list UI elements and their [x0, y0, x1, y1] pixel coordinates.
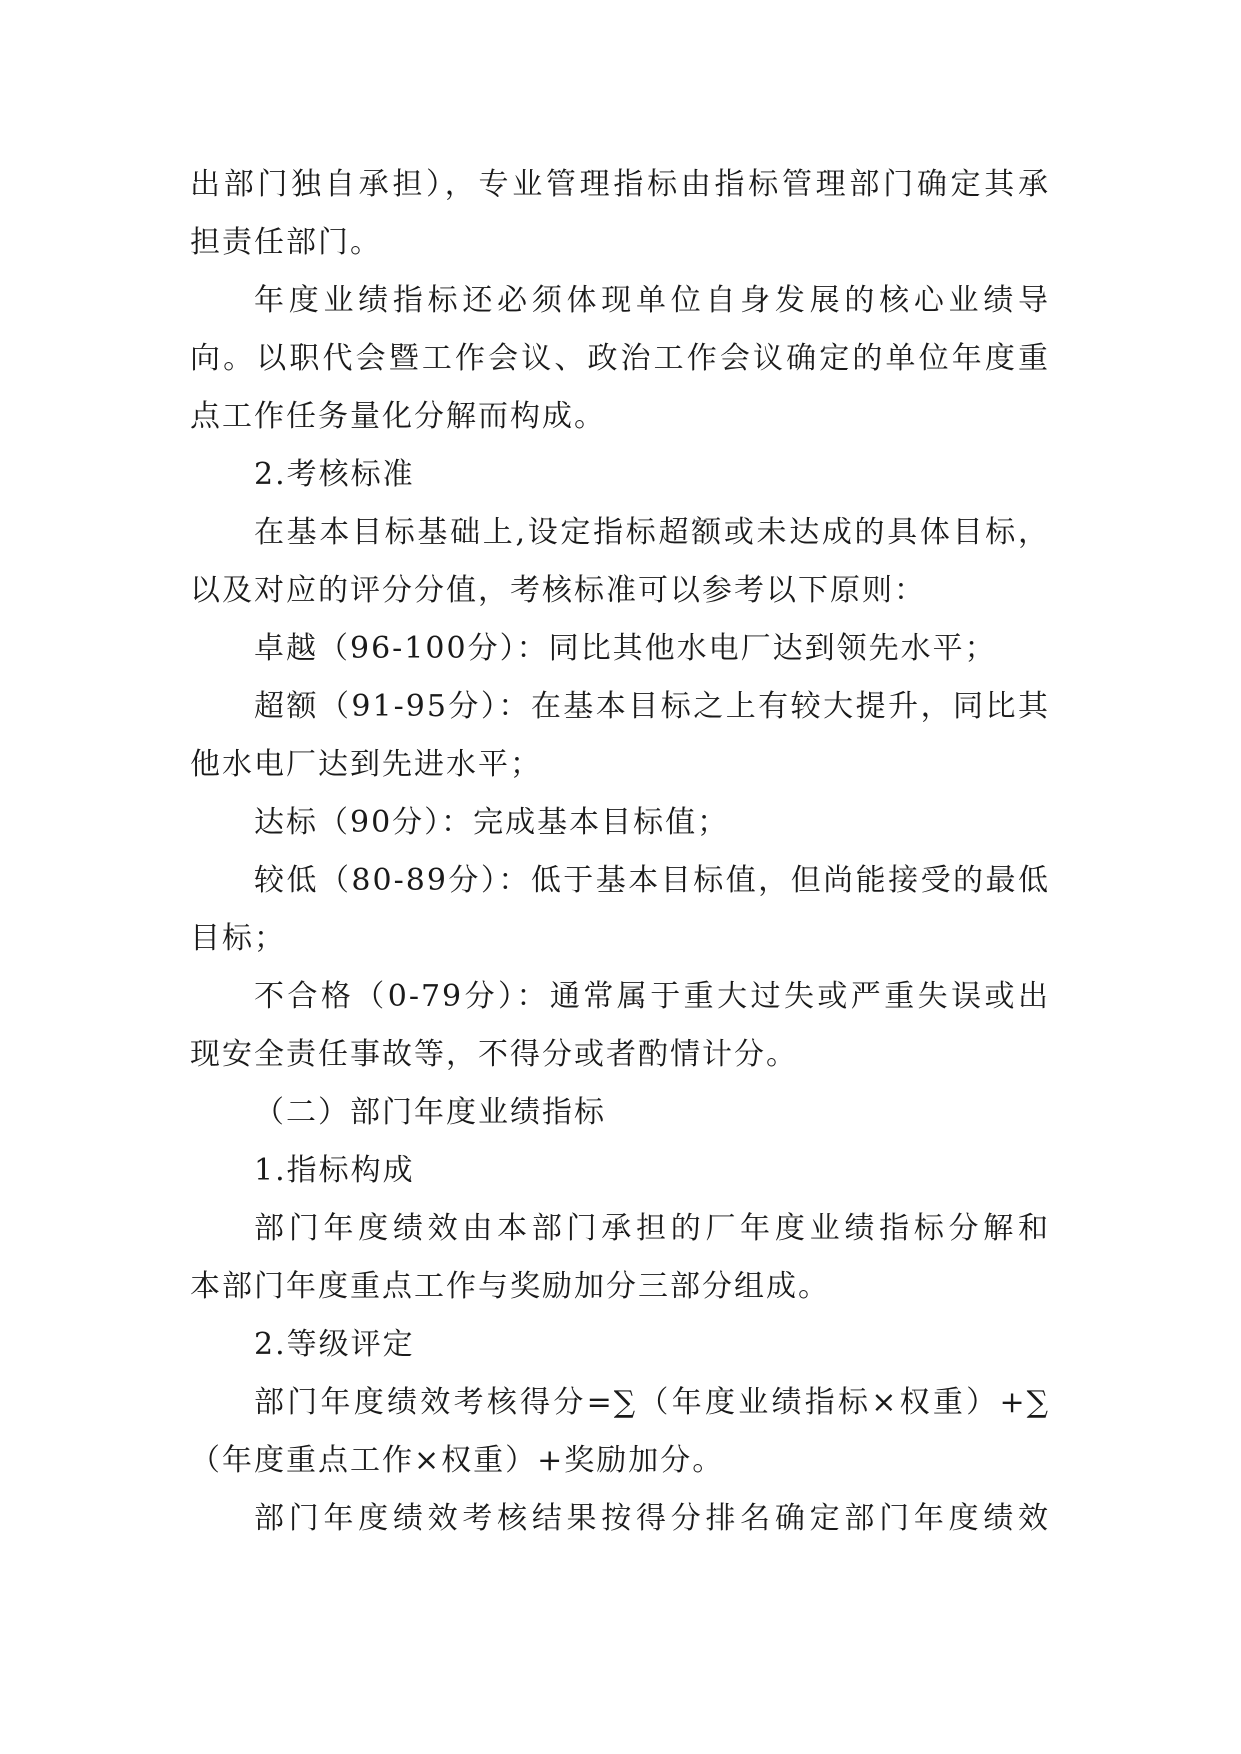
- section-heading: 2.考核标准: [254, 457, 415, 492]
- paragraph-line: 向。以职代会暨工作会议、政治工作会议确定的单位年度重: [190, 341, 1050, 376]
- document-body: [190, 156, 1050, 1548]
- paragraph-line: 部门年度绩效由本部门承担的厂年度业绩指标分解和: [254, 1211, 1050, 1246]
- paragraph-line: 在基本目标基础上,设定指标超额或未达成的具体目标，: [254, 515, 1050, 550]
- paragraph-line: 年度业绩指标还必须体现单位自身发展的核心业绩导: [254, 283, 1050, 318]
- criteria-item: 超额（91-95分）：在基本目标之上有较大提升，同比其: [254, 689, 1050, 724]
- paragraph-line: 以及对应的评分分值，考核标准可以参考以下原则：: [190, 573, 926, 608]
- paragraph-line: 本部门年度重点工作与奖励加分三部分组成。: [190, 1269, 830, 1304]
- section-heading: 1.指标构成: [254, 1153, 415, 1188]
- formula-line: 部门年度绩效考核得分=∑（年度业绩指标×权重）+∑: [254, 1385, 1050, 1420]
- paragraph-line: 出部门独自承担），专业管理指标由指标管理部门确定其承: [190, 167, 1050, 202]
- criteria-item: 较低（80-89分）：低于基本目标值，但尚能接受的最低: [254, 863, 1050, 898]
- criteria-item: 不合格（0-79分）：通常属于重大过失或严重失误或出: [254, 979, 1050, 1014]
- section-heading: （二）部门年度业绩指标: [254, 1095, 606, 1130]
- criteria-item: 卓越（96-100分）：同比其他水电厂达到领先水平；: [254, 631, 997, 666]
- paragraph-line: 他水电厂达到先进水平；: [190, 747, 542, 782]
- paragraph-line: 部门年度绩效考核结果按得分排名确定部门年度绩效: [254, 1501, 1050, 1536]
- section-heading: 2.等级评定: [254, 1327, 415, 1362]
- criteria-item: 达标（90分）：完成基本目标值；: [254, 805, 730, 840]
- formula-line: （年度重点工作×权重）+奖励加分。: [190, 1443, 725, 1478]
- paragraph-line: 点工作任务量化分解而构成。: [190, 399, 606, 434]
- paragraph-line: 担责任部门。: [190, 225, 382, 260]
- paragraph-line: 现安全责任事故等，不得分或者酌情计分。: [190, 1037, 798, 1072]
- paragraph-line: 目标；: [190, 921, 286, 956]
